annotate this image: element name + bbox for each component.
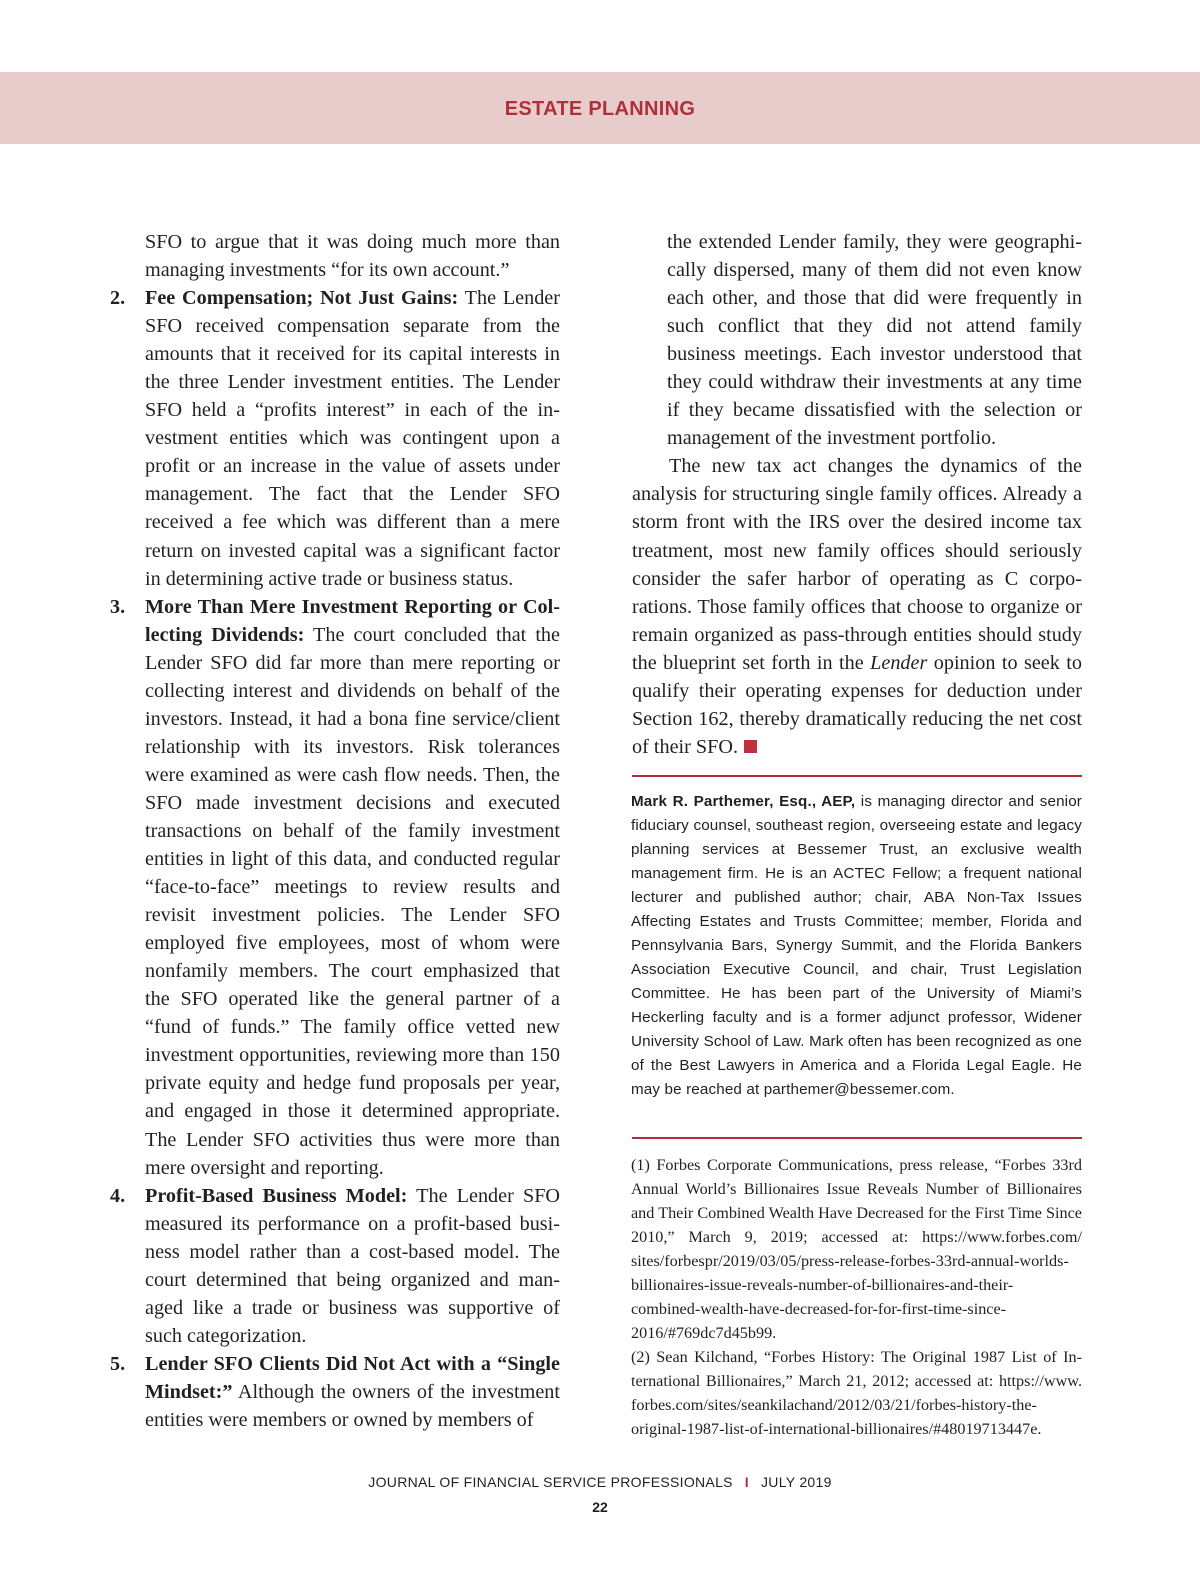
page-footer <box>0 1474 1200 1490</box>
left-column <box>110 228 560 1434</box>
divider-rule <box>632 1137 1082 1139</box>
list-item <box>110 1350 560 1434</box>
item-body: The court concluded that the Lender SFO did far more than mere reporting or collecting interest and dividends on behalf of the investors. Instead, it had a bona fine service/client relationship with its investors. Risk tolerances were examined as were cash flow needs. Then, the SFO made investment decisions and executed transactions on behalf of the family investment entities in light of this data, and conducted regular “face-to-face” meetings to review results and revisit investment policies. The Lender SFO employed five employees, most of whom were nonfamily members. The court emphasized that the SFO operated like the general partner of a “fund of funds.” The family office vetted new investment opportunities, reviewing more than 150 private equity and hedge fund proposals per year, and engaged in those it determined appropriate. The Lender SFO activities thus were more than mere oversight and reporting. <box>145 623 560 1179</box>
footer-separator: I <box>744 1474 749 1490</box>
item-heading: Profit-Based Business Model: <box>145 1184 408 1207</box>
item-body: Although the owners of the investment entities were members or owned by members of <box>145 1380 560 1431</box>
right-continuation: the extended Lender family, they were geographically dispersed, many of them did not even know each other, and those that did were frequently in such conflict that they did not attend family business meetings. Each investor understood that they could withdraw their investments at any time if they became dissatisfied with the selection or management of the investment portfolio. <box>667 231 1082 450</box>
left-continuation: SFO to argue that it was doing much more than managing investments “for its own account.” <box>145 231 560 282</box>
author-bio <box>631 790 1082 1102</box>
item-heading: Fee Compensation; Not Just Gains: <box>145 287 459 310</box>
list-item <box>110 1182 560 1350</box>
case-name: Lender <box>870 651 928 674</box>
conclusion-text: The new tax act changes the dynamics of the analysis for structuring single family offices. Already a storm front with the IRS over the desired income tax treatment, most new family offices should seriously consider the safer harbor of operating as C corporations. Those family offices that choose to organize or remain organized as pass-through entities should study the blueprint set forth in the <box>632 455 1082 674</box>
conclusion-text-end: opinion to seek to qualify their operating expenses for deduction under Section 162, thereby dramatically reducing the net cost of their SFO. <box>632 651 1082 758</box>
item-body: The Lender SFO measured its performance on a profit-based business model rather than a cost-based model. The court determined that being organized and managed like a trade or business was supportive of such categorization. <box>145 1184 560 1347</box>
item-number: 5. <box>110 1352 126 1375</box>
footnotes <box>631 1153 1082 1441</box>
section-title: ESTATE PLANNING <box>504 98 696 120</box>
item-number: 4. <box>110 1184 126 1207</box>
divider-rule <box>632 775 1082 777</box>
author-name: Mark R. Parthemer, Esq., AEP, <box>631 793 856 810</box>
journal-name: JOURNAL OF FINANCIAL SERVICE PROFESSIONALS <box>368 1474 733 1490</box>
item-number: 2. <box>110 287 126 310</box>
item-body: The Lender SFO received compensation separate from the amounts that it received for its capital interests in the three Lender investment entities. The Lender SFO held a “profits interest” in each of the investment entities which was contingent upon a profit or an increase in the value of assets under management. The fact that the Lender SFO received a fee which was different than a mere return on invested capital was a significant factor in determining active trade or business status. <box>145 287 560 590</box>
issue-date: JULY 2019 <box>761 1474 832 1490</box>
item-heading: More Than Mere Investment Reporting or Collecting Dividends: <box>145 595 560 646</box>
right-column <box>632 228 1082 761</box>
end-square-icon <box>744 740 757 753</box>
author-bio-text: is managing director and senior fiduciary counsel, southeast region, overseeing estate and legacy planning services at Bessemer Trust, an exclusive wealth management firm. He is an ACTEC Fellow; a frequent national lecturer and published author; chair, ABA Non-Tax Issues Affecting Estates and Trusts Committee; member, Florida and Pennsylvania Bars, Synergy Summit, and the Florida Bankers Association Executive Council, and chair, Trust Legislation Committee. He has been part of the University of Miami’s Heckerling faculty and is a former adjunct professor, Widener University School of Law. Mark often has been recognized as one of the Best Lawyers in America and a Florida Legal Eagle. He may be reached at parthemer@bessemer.com. <box>631 793 1082 1098</box>
item-number: 3. <box>110 595 126 618</box>
page-number: 22 <box>592 1499 608 1515</box>
item-heading: Lender SFO Clients Did Not Act with a “Single Mindset:” <box>145 1352 560 1403</box>
footnote: (1) Forbes Corporate Communications, press release, “Forbes 33rd Annual World’s Billionaires Issue Reveals Number of Billionaires and Their Combined Wealth Have Decreased for the First Time Since 2010,” March 9, 2019; accessed at: https://www.forbes.com/​sites/forbespr/2019/03/05/press-release-forbes-33rd-annual-worlds-​billionaires-issue-reveals-number-of-billionaires-and-their-combined-​wealth-have-decreased-for-for-first-time-since-2016/#769dc7d45b99. <box>631 1156 1082 1342</box>
footnote: (2) Sean Kilchand, “Forbes History: The Original 1987 List of International Billionaires,” March 21, 2012; accessed at: https://www.​forbes.com/sites/seankilachand/2012/03/21/forbes-history-the-​original-1987-list-of-international-billionaires/#48019713447e. <box>631 1348 1082 1438</box>
list-item <box>110 284 560 593</box>
list-item <box>110 593 560 1182</box>
conclusion-paragraph <box>632 452 1082 761</box>
